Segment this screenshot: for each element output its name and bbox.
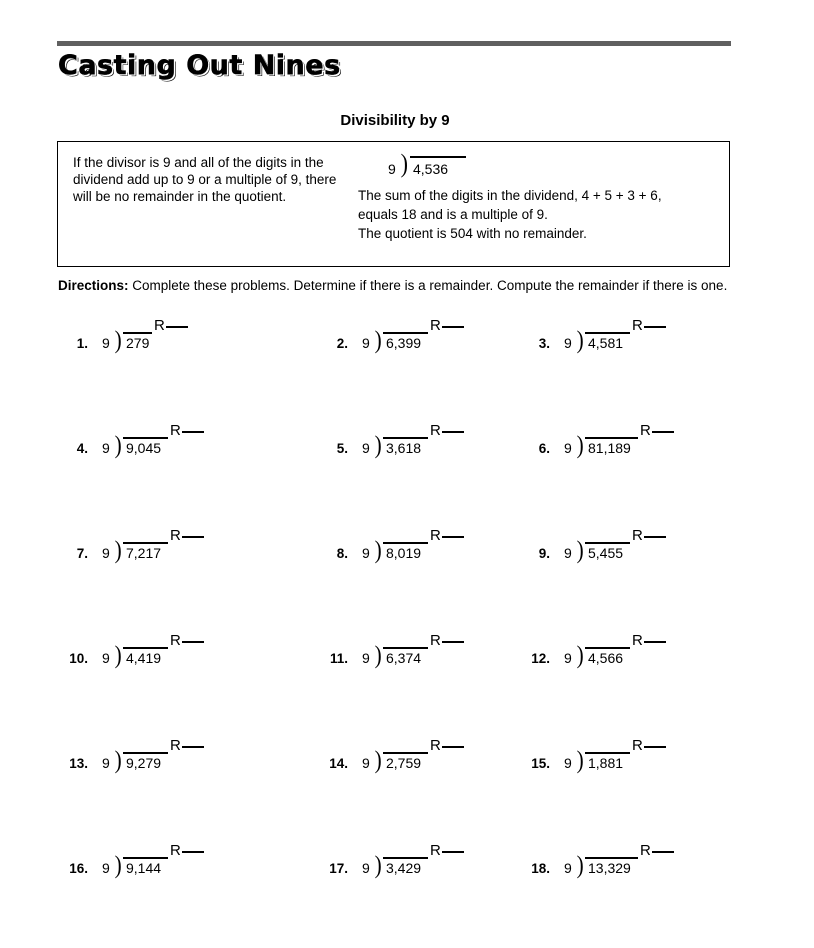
header-divider-rule <box>57 41 731 46</box>
division-vinculum-line <box>383 857 428 859</box>
division-vinculum-line <box>410 156 466 158</box>
remainder-write-line[interactable] <box>644 641 666 643</box>
remainder-answer-blank[interactable] <box>430 423 464 438</box>
divisor: 9 <box>564 335 572 351</box>
example-worked-problem <box>358 150 718 243</box>
example-dividend: 4,536 <box>413 161 449 177</box>
remainder-write-line[interactable] <box>652 431 674 433</box>
division-vinculum-line <box>585 752 630 754</box>
divisor: 9 <box>564 545 572 561</box>
remainder-write-line[interactable] <box>644 326 666 328</box>
division-bracket-icon: ) <box>374 537 382 564</box>
remainder-write-line[interactable] <box>644 536 666 538</box>
division-vinculum-line <box>123 437 168 439</box>
remainder-label: R <box>632 317 643 334</box>
division-vinculum-line <box>123 542 168 544</box>
problem-number: 8. <box>336 546 348 561</box>
example-explanation <box>358 186 718 243</box>
remainder-answer-blank[interactable] <box>170 633 204 648</box>
division-bracket-icon: ) <box>374 327 382 354</box>
problems-grid <box>0 318 814 948</box>
dividend: 4,419 <box>126 650 162 666</box>
remainder-label: R <box>430 632 441 649</box>
remainder-answer-blank[interactable] <box>632 318 666 333</box>
remainder-label: R <box>170 422 181 439</box>
divisor: 9 <box>102 545 110 561</box>
example-division-problem <box>388 150 718 180</box>
problem-number: 10. <box>69 651 88 666</box>
problem-row <box>0 423 814 528</box>
example-explanation-line-3: The quotient is 504 with no remainder. <box>358 226 587 241</box>
divisor: 9 <box>564 440 572 456</box>
remainder-label: R <box>430 527 441 544</box>
remainder-write-line[interactable] <box>182 851 204 853</box>
remainder-answer-blank[interactable] <box>430 318 464 333</box>
remainder-write-line[interactable] <box>182 431 204 433</box>
remainder-label: R <box>154 317 165 334</box>
remainder-answer-blank[interactable] <box>154 318 188 333</box>
remainder-label: R <box>632 632 643 649</box>
divisor: 9 <box>362 545 370 561</box>
remainder-label: R <box>640 422 651 439</box>
division-bracket-icon: ) <box>576 432 584 459</box>
divisor: 9 <box>102 440 110 456</box>
remainder-answer-blank[interactable] <box>632 528 666 543</box>
division-vinculum-line <box>585 647 630 649</box>
division-vinculum-line <box>585 332 630 334</box>
problem-row <box>0 738 814 843</box>
divisor: 9 <box>362 860 370 876</box>
division-bracket-icon: ) <box>114 537 122 564</box>
division-bracket-icon: ) <box>576 327 584 354</box>
problem-number: 1. <box>76 336 88 351</box>
dividend: 4,581 <box>588 335 624 351</box>
division-vinculum-line <box>585 542 630 544</box>
remainder-write-line[interactable] <box>442 536 464 538</box>
directions-label: Directions: <box>58 278 129 293</box>
dividend: 1,881 <box>588 755 624 771</box>
division-bracket-icon: ) <box>576 537 584 564</box>
problem-number: 3. <box>538 336 550 351</box>
division-bracket-icon: ) <box>576 747 584 774</box>
dividend: 3,618 <box>386 440 422 456</box>
divisor: 9 <box>362 440 370 456</box>
divisor: 9 <box>102 755 110 771</box>
remainder-write-line[interactable] <box>442 326 464 328</box>
problem-number: 4. <box>76 441 88 456</box>
dividend: 5,455 <box>588 545 624 561</box>
directions-text: Complete these problems. Determine if there is a remainder. Compute the remainder if there is one. <box>132 278 728 293</box>
remainder-label: R <box>430 317 441 334</box>
remainder-write-line[interactable] <box>182 641 204 643</box>
division-bracket-icon: ) <box>114 432 122 459</box>
remainder-answer-blank[interactable] <box>640 423 674 438</box>
remainder-answer-blank[interactable] <box>170 738 204 753</box>
dividend: 9,045 <box>126 440 162 456</box>
dividend: 6,399 <box>386 335 422 351</box>
division-vinculum-line <box>383 332 428 334</box>
remainder-answer-blank[interactable] <box>632 633 666 648</box>
remainder-write-line[interactable] <box>182 746 204 748</box>
remainder-label: R <box>170 737 181 754</box>
remainder-answer-blank[interactable] <box>430 738 464 753</box>
remainder-label: R <box>430 842 441 859</box>
remainder-write-line[interactable] <box>442 746 464 748</box>
division-bracket-icon: ) <box>576 852 584 879</box>
example-divisor: 9 <box>388 161 396 177</box>
division-bracket-icon: ) <box>374 747 382 774</box>
division-bracket-icon: ) <box>576 642 584 669</box>
problem-number: 5. <box>336 441 348 456</box>
problem-number: 16. <box>69 861 88 876</box>
dividend: 7,217 <box>126 545 162 561</box>
remainder-write-line[interactable] <box>166 326 188 328</box>
problem-number: 11. <box>329 651 348 666</box>
dividend: 9,144 <box>126 860 162 876</box>
remainder-write-line[interactable] <box>644 746 666 748</box>
division-vinculum-line <box>383 437 428 439</box>
remainder-write-line[interactable] <box>442 851 464 853</box>
problem-number: 2. <box>336 336 348 351</box>
divisor: 9 <box>102 335 110 351</box>
division-vinculum-line <box>383 542 428 544</box>
remainder-write-line[interactable] <box>182 536 204 538</box>
remainder-write-line[interactable] <box>442 431 464 433</box>
problem-number: 17. <box>329 861 348 876</box>
division-bracket-icon: ) <box>114 747 122 774</box>
remainder-label: R <box>170 632 181 649</box>
division-bracket-icon: ) <box>374 432 382 459</box>
remainder-answer-blank[interactable] <box>170 843 204 858</box>
problem-number: 6. <box>538 441 550 456</box>
divisor: 9 <box>362 335 370 351</box>
page-title: Casting Out Nines <box>58 50 341 81</box>
dividend: 81,189 <box>588 440 631 456</box>
problem-number: 9. <box>538 546 550 561</box>
remainder-answer-blank[interactable] <box>430 528 464 543</box>
problem-number: 12. <box>531 651 550 666</box>
problem-row <box>0 843 814 948</box>
division-vinculum-line <box>123 752 168 754</box>
problem-number: 18. <box>531 861 550 876</box>
problem-number: 14. <box>329 756 348 771</box>
remainder-label: R <box>170 527 181 544</box>
problem-row <box>0 633 814 738</box>
divisor: 9 <box>362 650 370 666</box>
problem-row <box>0 318 814 423</box>
section-heading: Divisibility by 9 <box>340 112 450 129</box>
problem-number: 15. <box>531 756 550 771</box>
problem-number: 13. <box>69 756 88 771</box>
dividend: 8,019 <box>386 545 422 561</box>
remainder-answer-blank[interactable] <box>640 843 674 858</box>
remainder-write-line[interactable] <box>652 851 674 853</box>
remainder-label: R <box>430 422 441 439</box>
dividend: 3,429 <box>386 860 422 876</box>
divisor: 9 <box>362 755 370 771</box>
example-explanation-line-1: The sum of the digits in the dividend, 4 + 5 + 3 + 6, <box>358 188 662 203</box>
divisor: 9 <box>564 755 572 771</box>
remainder-write-line[interactable] <box>442 641 464 643</box>
example-rule-text: If the divisor is 9 and all of the digits in the dividend add up to 9 or a multiple of 9, there will be no remainder in the quotient. <box>73 155 337 204</box>
remainder-label: R <box>430 737 441 754</box>
dividend: 279 <box>126 335 150 351</box>
division-bracket-icon: ) <box>114 327 122 354</box>
remainder-answer-blank[interactable] <box>632 738 666 753</box>
division-vinculum-line <box>123 332 152 334</box>
division-bracket-icon: ) <box>374 642 382 669</box>
example-explanation-line-2: equals 18 and is a multiple of 9. <box>358 207 548 222</box>
remainder-label: R <box>170 842 181 859</box>
dividend: 6,374 <box>386 650 422 666</box>
remainder-label: R <box>640 842 651 859</box>
divisor: 9 <box>564 650 572 666</box>
division-bracket-icon: ) <box>400 149 409 178</box>
example-box <box>57 141 730 267</box>
division-vinculum-line <box>123 647 168 649</box>
divisor: 9 <box>102 650 110 666</box>
remainder-answer-blank[interactable] <box>170 528 204 543</box>
divisor: 9 <box>564 860 572 876</box>
problem-number: 7. <box>76 546 88 561</box>
directions <box>58 277 738 295</box>
division-vinculum-line <box>383 752 428 754</box>
dividend: 13,329 <box>588 860 631 876</box>
division-bracket-icon: ) <box>114 642 122 669</box>
division-vinculum-line <box>383 647 428 649</box>
remainder-answer-blank[interactable] <box>430 843 464 858</box>
division-bracket-icon: ) <box>114 852 122 879</box>
division-bracket-icon: ) <box>374 852 382 879</box>
problem-row <box>0 528 814 633</box>
division-vinculum-line <box>585 437 638 439</box>
remainder-label: R <box>632 737 643 754</box>
remainder-answer-blank[interactable] <box>170 423 204 438</box>
dividend: 9,279 <box>126 755 162 771</box>
dividend: 2,759 <box>386 755 422 771</box>
division-vinculum-line <box>123 857 168 859</box>
remainder-label: R <box>632 527 643 544</box>
remainder-answer-blank[interactable] <box>430 633 464 648</box>
divisor: 9 <box>102 860 110 876</box>
division-vinculum-line <box>585 857 638 859</box>
dividend: 4,566 <box>588 650 624 666</box>
